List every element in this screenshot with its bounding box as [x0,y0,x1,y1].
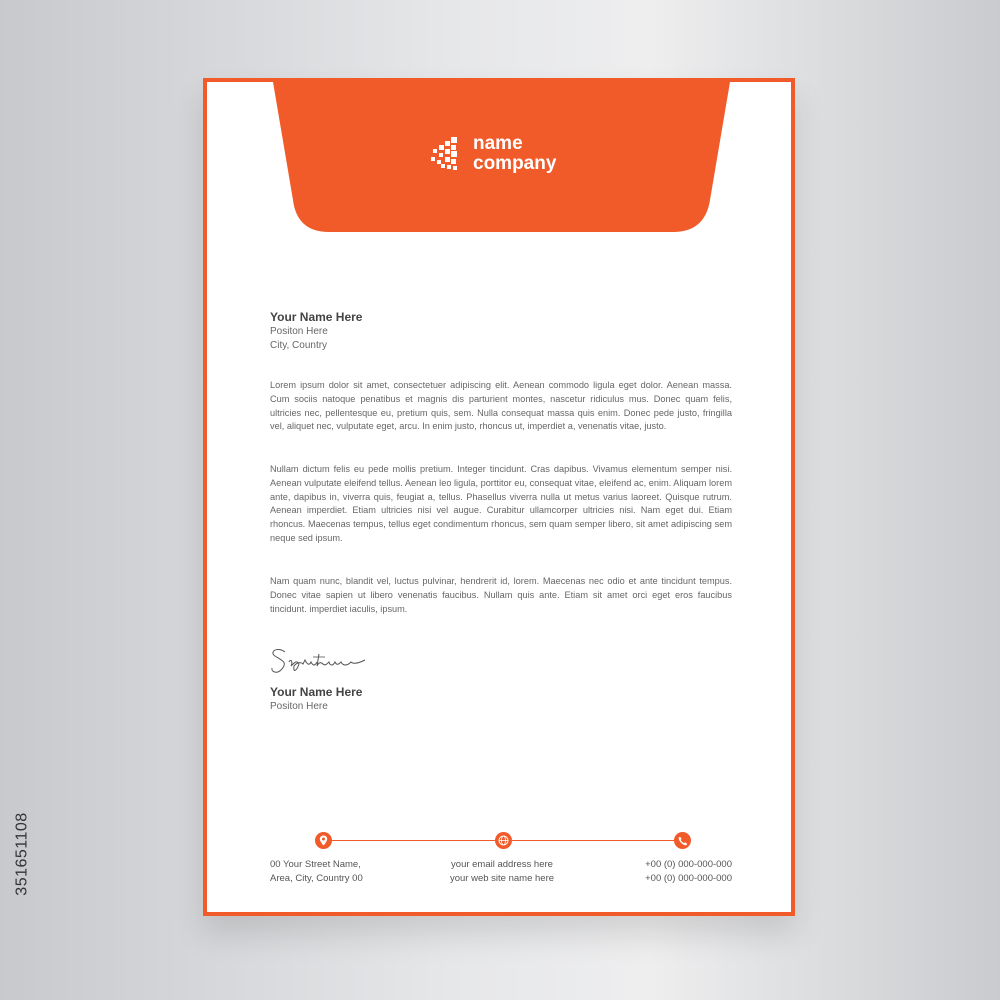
location-pin-icon [315,832,332,849]
handwritten-signature [267,640,379,680]
letterhead-page [203,78,795,916]
website: your web site name here [449,873,555,884]
pixel-logo-icon [431,137,463,171]
company-name-line1: name [473,133,523,154]
sender-name: Your Name Here [270,310,363,324]
company-name [473,134,556,174]
company-logo [431,134,556,174]
body-paragraph-1: Lorem ipsum dolor sit amet, consectetuer adipiscing elit. Aenean commodo ligula eget dolor. Aenean massa. Cum sociis natoque penatibus et magnis dis parturient montes, nascetur ridiculus mus. Donec quam felis, ultricies nec, pellentesque eu, pretium quis, sem. Nulla consequat massa quis enim. Donec pede justo, fringilla vel, aliquet nec, vulputate eget, arcu. In enim justo, rhoncus ut, imperdiet a, venenatis vitae, justo. [270,380,732,432]
footer-phone [645,858,732,886]
address-line2: Area, City, Country 00 [270,873,363,884]
stock-id-label [12,772,34,936]
email-address: your email address here [451,859,553,870]
phone-number-1: +00 (0) 000-000-000 [645,859,732,870]
signer-name: Your Name Here [270,685,363,699]
stock-id-number: 351651108 [14,812,31,896]
phone-icon [674,832,691,849]
body-paragraph-2: Nullam dictum felis eu pede mollis pretium. Integer tincidunt. Cras dapibus. Vivamus elementum semper nisi. Aenean vulputate eleifend tellus. Aenean leo ligula, porttitor eu, consequat vitae, eleifend ac, enim. Aliquam lorem ante, dapibus in, viverra quis, feugiat a, tellus. Phasellus viverra nulla ut metus varius laoreet. Quisque rutrum. Aenean imperdiet. Etiam ultricies nisi vel augue. Curabitur ullamcorper ultricies nisi. Nam eget dui. Etiam rhoncus. Maecenas tempus, tellus eget condimentum rhoncus, sem quam semper libero, sit amet adipiscing sem neque sed ipsum. [270,464,732,543]
globe-icon [495,832,512,849]
phone-number-2: +00 (0) 000-000-000 [645,873,732,884]
body-paragraph-3: Nam quam nunc, blandit vel, luctus pulvinar, hendrerit id, lorem. Maecenas nec odio et ante tincidunt tempus. Donec vitae sapien ut libero venenatis faucibus. Nullam quis ante. Etiam sit amet orci eget eros faucibus tincidunt. imperdiet iaculis, ipsum. [270,576,732,614]
sender-location: City, Country [270,340,328,351]
company-name-line2: company [473,153,557,174]
address-line1: 00 Your Street Name, [270,859,361,870]
sender-position: Positon Here [270,326,328,337]
sender-block [270,309,362,353]
footer-web [397,858,607,886]
signer-position: Positon Here [270,701,328,712]
footer-address [270,858,363,886]
signature-block [270,684,362,714]
